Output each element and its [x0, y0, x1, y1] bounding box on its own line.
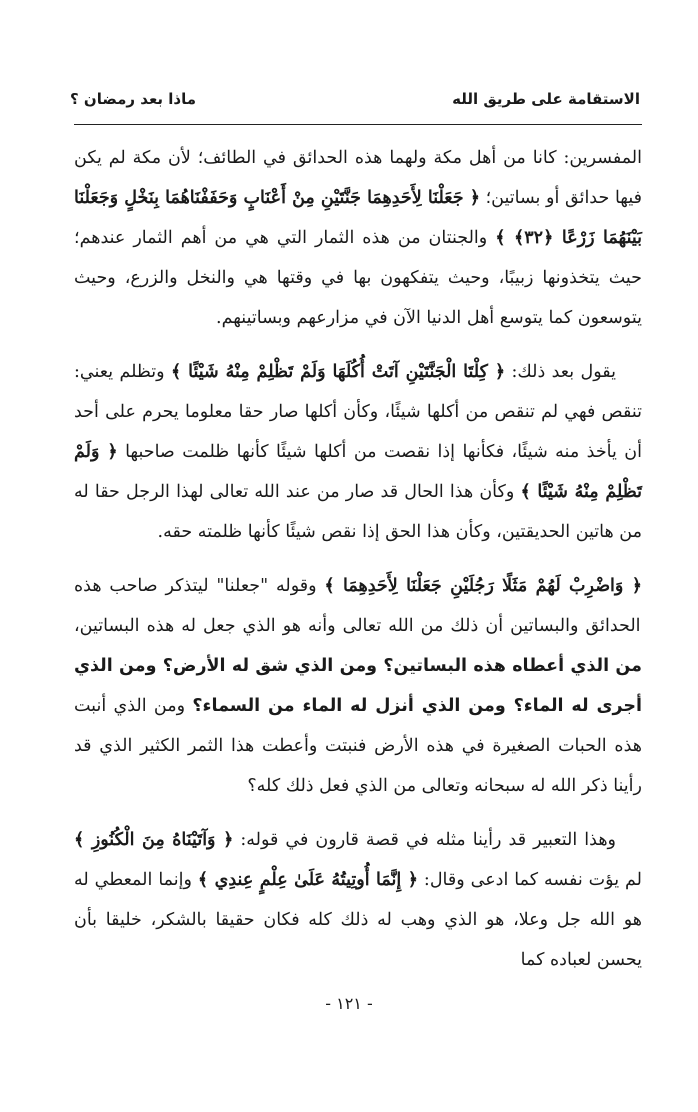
paragraph-2 — [74, 352, 642, 552]
paragraph-1 — [74, 138, 642, 338]
book-title: الاستقامة على طريق الله — [452, 90, 640, 108]
paragraph-4 — [74, 820, 642, 980]
header-divider — [74, 124, 642, 125]
text-run: وقوله "جعلنا" ليتذكر صاحب هذه الحدائق والبساتين أن ذلك من الله تعالى وأنه هو الذي جعل له هذه البساتين، — [74, 576, 641, 636]
text-run: والجنتان من هذه الثمار التي هي من أهم الثمار عندهم؛ حيث يتخذونها زبيبًا، وحيث يتفكهون بها في وقتها هي والنخل والزرع، وحيث يتوسعون كما يتوسع أهل الدنيا الآن في مزارعهم وبساتينهم. — [74, 228, 642, 328]
quran-verse: ﴿ إِنَّمَا أُوتِيتُهُ عَلَىٰ عِلْمٍ عِندِي ﴾ — [197, 870, 418, 890]
chapter-title: ماذا بعد رمضان ؟ — [70, 90, 197, 108]
emphasized-questions: من الذي أعطاه هذه البساتين؟ ومن الذي شق له الأرض؟ ومن الذي أجرى له الماء؟ ومن الذي أنزل له الماء من السماء؟ — [74, 656, 642, 716]
paragraph-3 — [74, 566, 642, 806]
text-run: وكأن هذا الحال قد صار من عند الله تعالى لهذا الرجل حقا له من هاتين الحديقتين، وكأن هذا الحق إذا نقص شيئًا كأنها ظلمته حقه. — [74, 482, 642, 542]
running-head — [70, 84, 640, 114]
text-run: وهذا التعبير قد رأينا مثله في قصة قارون في قوله: — [233, 830, 617, 850]
text-run: ومن الذي أنبت هذه الحبات الصغيرة في هذه الأرض فنبتت وأعطت هذا الثمر الكثير الذي قد رأينا ذكر الله له سبحانه وتعالى من الذي فعل ذلك كله؟ — [74, 696, 642, 796]
quran-verse: ﴿ وَاضْرِبْ لَهُمْ مَثَلًا رَجُلَيْنِ جَعَلْنَا لِأَحَدِهِمَا ﴾ — [324, 576, 642, 596]
quran-verse: ﴿ وَلَمْ تَظْلِمْ مِنْهُ شَيْئًا ﴾ — [74, 442, 642, 502]
quran-verse: ﴿ كِلْتَا الْجَنَّتَيْنِ آتَتْ أُكُلَهَا وَلَمْ تَظْلِمْ مِنْهُ شَيْئًا ﴾ — [170, 362, 506, 382]
text-run: وإنما المعطي له هو الله جل وعلا، هو الذي وهب له ذلك كله فكان حقيقا بالشكر، خليقا بأن يحسن لعباده كما — [74, 870, 642, 970]
body-text — [74, 138, 642, 994]
text-run: يقول بعد ذلك: — [505, 362, 616, 382]
text-run: لم يؤت نفسه كما ادعى وقال: — [417, 870, 642, 890]
quran-verse: ﴿ جَعَلْنَا لِأَحَدِهِمَا جَنَّتَيْنِ مِنْ أَعْنَابٍ وَحَفَفْنَاهُمَا بِنَخْلٍ وَجَعَلْنَا بَيْنَهُمَا زَرْعًا ﴿٣٢﴾ ﴾ — [74, 188, 643, 248]
quran-verse: ﴿ وَآتَيْنَاهُ مِنَ الْكُنُوزِ ﴾ — [74, 830, 234, 850]
text-run: المفسرين: كانا من أهل مكة ولهما هذه الحدائق في الطائف؛ لأن مكة لم يكن فيها حدائق أو بساتين؛ — [74, 148, 642, 208]
page-number: - ١٢١ - — [325, 994, 373, 1013]
text-run: وتظلم يعني: تنقص فهي لم تنقص من أكلها شيئًا، وكأن أكلها صار حقا معلوما يحرم على أحد أن يأخذ منه شيئًا، فكأنها إذا نقصت من أكلها شيئًا كأنها ظلمت صاحبها — [74, 362, 642, 462]
